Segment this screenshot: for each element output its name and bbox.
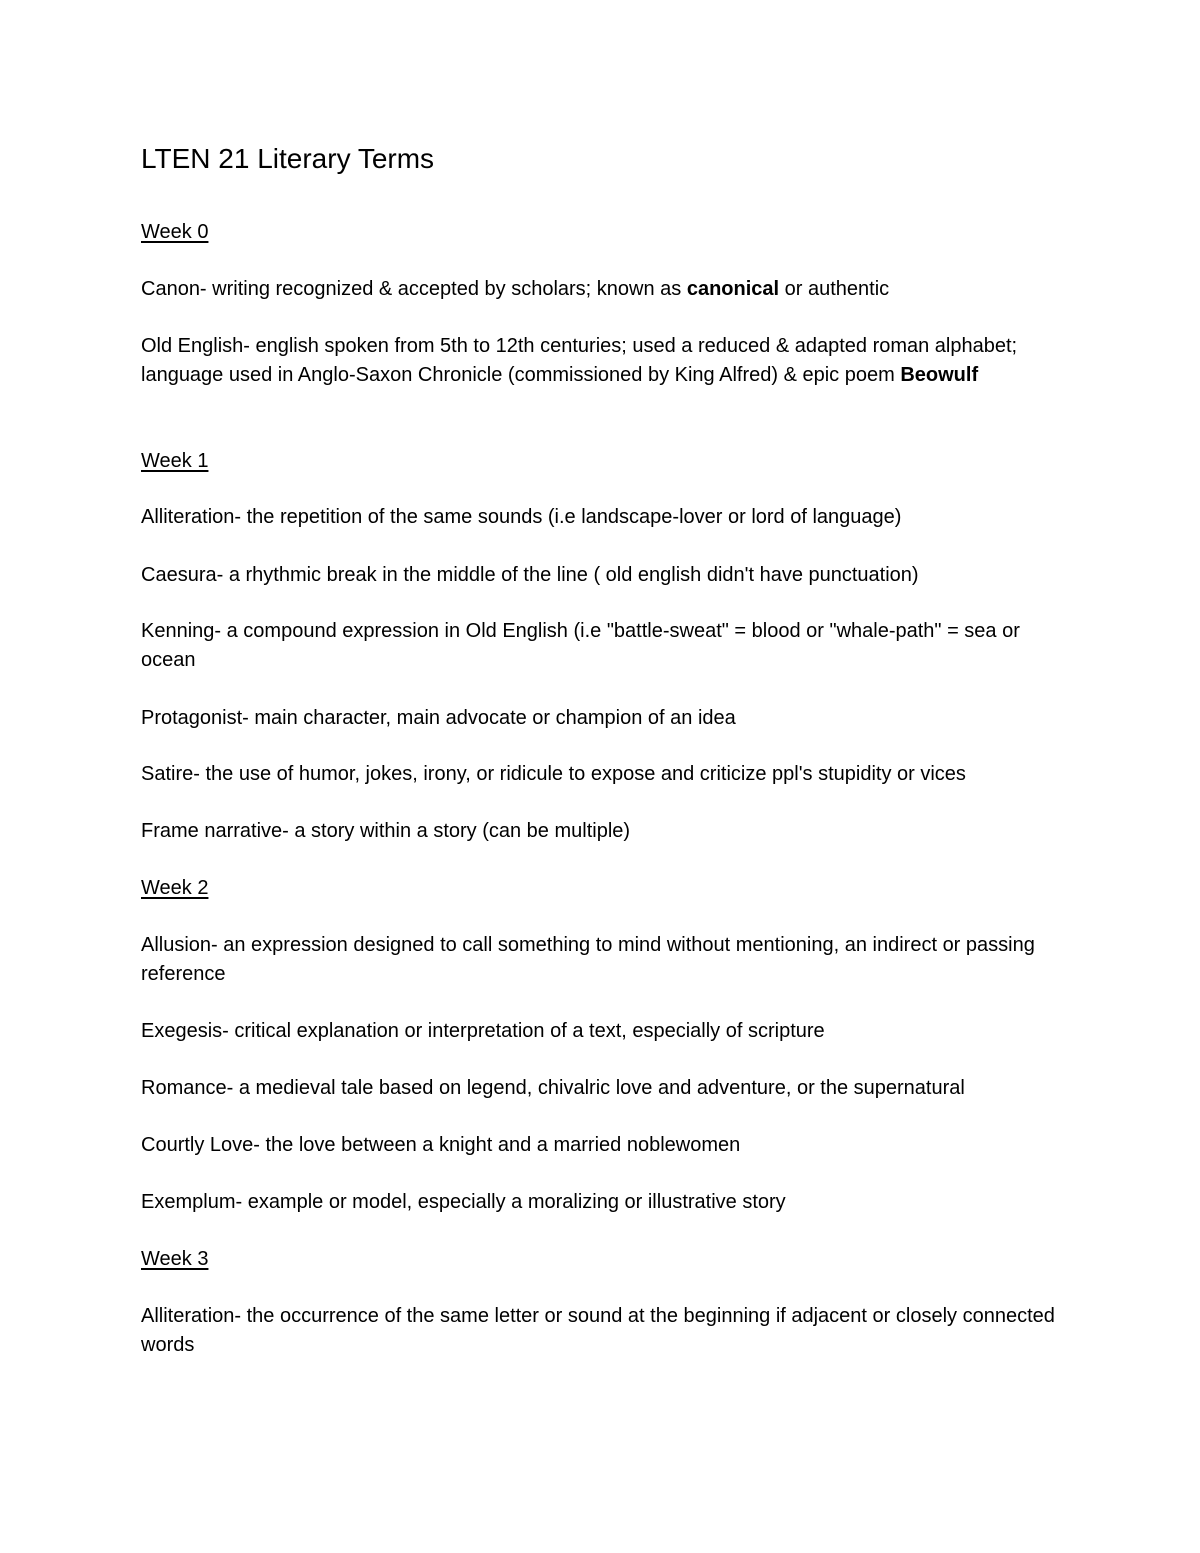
page-title: LTEN 21 Literary Terms (141, 143, 435, 174)
term-text: Alliteration- the occurrence of the same letter or sound at the beginning if adjacent or closely connected words (141, 1305, 1055, 1356)
week-heading: Week 1 (141, 450, 209, 472)
term-text: Old English- english spoken from 5th to 12th centuries; used a reduced & adapted roman alphabet; language used in Anglo-Saxon Chronicle (commissioned by King Alfred) & epic poem (141, 335, 1018, 386)
term-text: Canon- writing recognized & accepted by scholars; known as (141, 278, 687, 300)
term-entry (141, 1074, 1061, 1103)
term-entry (141, 931, 1061, 988)
term-entry (141, 503, 1061, 532)
term-text: Exegesis- critical explanation or interpretation of a text, especially of scripture (141, 1020, 825, 1042)
term-text: Frame narrative- a story within a story (can be multiple) (141, 820, 631, 842)
term-text: Alliteration- the repetition of the same sounds (i.e landscape-lover or lord of language) (141, 506, 902, 528)
term-text: Courtly Love- the love between a knight and a married noblewomen (141, 1134, 741, 1156)
term-entry (141, 1188, 1061, 1217)
bold-term-text: canonical (686, 278, 780, 300)
term-entry (141, 617, 1061, 674)
term-text: Exemplum- example or model, especially a moralizing or illustrative story (141, 1191, 786, 1213)
term-entry (141, 760, 1061, 789)
term-text: Romance- a medieval tale based on legend, chivalric love and adventure, or the supernatural (141, 1077, 965, 1099)
term-text: or authentic (779, 278, 890, 300)
term-entry (141, 332, 1061, 389)
term-text: Caesura- a rhythmic break in the middle of the line ( old english didn't have punctuation) (141, 564, 919, 586)
term-entry (141, 561, 1061, 590)
term-text: Kenning- a compound expression in Old English (i.e "battle-sweat" = blood or "whale-path" = sea or ocean (141, 620, 1020, 671)
term-text: Protagonist- main character, main advocate or champion of an idea (141, 707, 736, 729)
term-entry (141, 704, 1061, 733)
term-entry (141, 817, 1061, 846)
term-entry (141, 1302, 1061, 1359)
term-entry (141, 1131, 1061, 1160)
week-heading: Week 3 (141, 1248, 209, 1270)
bold-term-text: Beowulf (900, 363, 979, 386)
term-text: Satire- the use of humor, jokes, irony, or ridicule to expose and criticize ppl's stupidity or vices (141, 763, 966, 785)
term-text: Allusion- an expression designed to call something to mind without mentioning, an indirect or passing reference (141, 934, 1035, 985)
term-entry (141, 275, 1061, 304)
term-entry (141, 1017, 1061, 1046)
week-heading: Week 0 (141, 221, 209, 243)
week-heading: Week 2 (141, 877, 209, 899)
